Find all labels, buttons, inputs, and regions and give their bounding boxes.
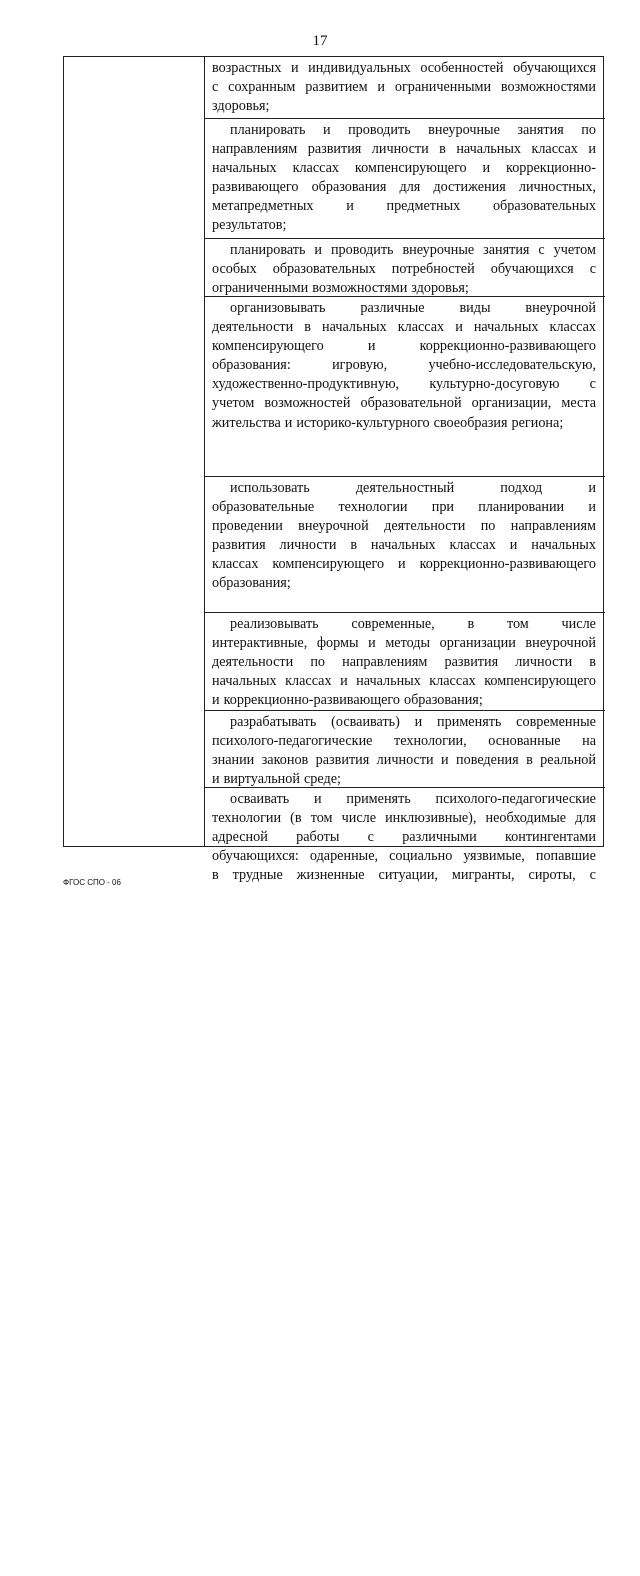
paragraph xyxy=(212,299,596,433)
paragraph xyxy=(212,615,596,710)
text-line: обучающихся: одаренные, социально уязвимые, попавшие xyxy=(212,848,596,865)
table-row xyxy=(205,787,605,1576)
text-line: классах компенсирующего и коррекционно-развивающего xyxy=(212,556,596,573)
text-line: знании законов развития личности и поведения в реальной xyxy=(212,752,596,769)
text-line: и виртуальной среде; xyxy=(212,771,341,788)
text-line: адресной работы с различными контингентами xyxy=(212,829,596,846)
text-line: ограниченными возможностями здоровья; xyxy=(212,280,469,297)
paragraph xyxy=(212,479,596,594)
table-left-column xyxy=(64,57,205,846)
text-line: деятельности по направлениям развития личности в xyxy=(212,654,596,671)
text-line: начальных классах компенсирующего и коррекционно- xyxy=(212,160,596,177)
text-line: компенсирующего и коррекционно-развивающего xyxy=(212,338,596,355)
text-line: образования; xyxy=(212,575,291,592)
text-line: в трудные жизненные ситуации, мигранты, сироты, с xyxy=(212,867,596,884)
text-line: образования: игровую, учебно-исследовательскую, xyxy=(212,357,596,374)
text-line: особых образовательных потребностей обучающихся с xyxy=(212,261,596,278)
text-line: жительства и историко-культурного своеобразия региона; xyxy=(212,414,564,431)
document-footer: ФГОС СПО - 06 xyxy=(63,878,121,887)
text-line: развития личности в начальных классах и начальных xyxy=(212,537,596,554)
text-line: проведении внеурочной деятельности по направлениям xyxy=(212,518,596,535)
text-line: организовывать различные виды внеурочной xyxy=(230,300,596,316)
paragraph xyxy=(212,790,596,885)
text-line: учетом возможностей образовательной организации, места xyxy=(212,395,596,412)
text-line: художественно-продуктивную, культурно-досуговую с xyxy=(212,376,596,393)
text-line: планировать и проводить внеурочные занятия с учетом xyxy=(230,242,596,258)
text-line: технологии (в том числе инклюзивные), необходимые для xyxy=(212,810,596,827)
text-line: развивающего образования для достижения личностных, xyxy=(212,179,596,196)
text-line: метапредметных и предметных образовательных xyxy=(212,198,596,215)
text-line: осваивать и применять психолого-педагогические xyxy=(230,791,596,807)
text-line: направлениям развития личности в начальных классах и xyxy=(212,141,596,158)
text-line: результатов; xyxy=(212,217,287,234)
paragraph xyxy=(212,713,596,789)
paragraph xyxy=(212,241,596,298)
text-line: начальных классах и начальных классах компенсирующего xyxy=(212,673,596,690)
text-line: деятельности в начальных классах и начальных классах xyxy=(212,319,596,336)
text-line: интерактивные, формы и методы организации внеурочной xyxy=(212,635,596,652)
paragraph xyxy=(212,121,596,236)
text-line: психолого-педагогические технологии, основанные на xyxy=(212,733,596,750)
table-right-column xyxy=(205,57,605,884)
text-line: образовательные технологии при планировании и xyxy=(212,499,596,516)
paragraph xyxy=(212,59,596,116)
text-line: реализовывать современные, в том числе xyxy=(230,616,596,632)
text-line: разрабатывать (осваивать) и применять современные xyxy=(230,714,596,730)
page-number: 17 xyxy=(312,33,328,49)
text-line: здоровья; xyxy=(212,98,270,115)
text-line: и коррекционно-развивающего образования; xyxy=(212,692,483,709)
text-line: с сохранным развитием и ограниченными возможностями xyxy=(212,79,596,96)
text-line: использовать деятельностный подход и xyxy=(230,480,596,496)
text-line: планировать и проводить внеурочные занятия по xyxy=(230,122,596,138)
text-line: возрастных и индивидуальных особенностей обучающихся xyxy=(212,60,596,76)
